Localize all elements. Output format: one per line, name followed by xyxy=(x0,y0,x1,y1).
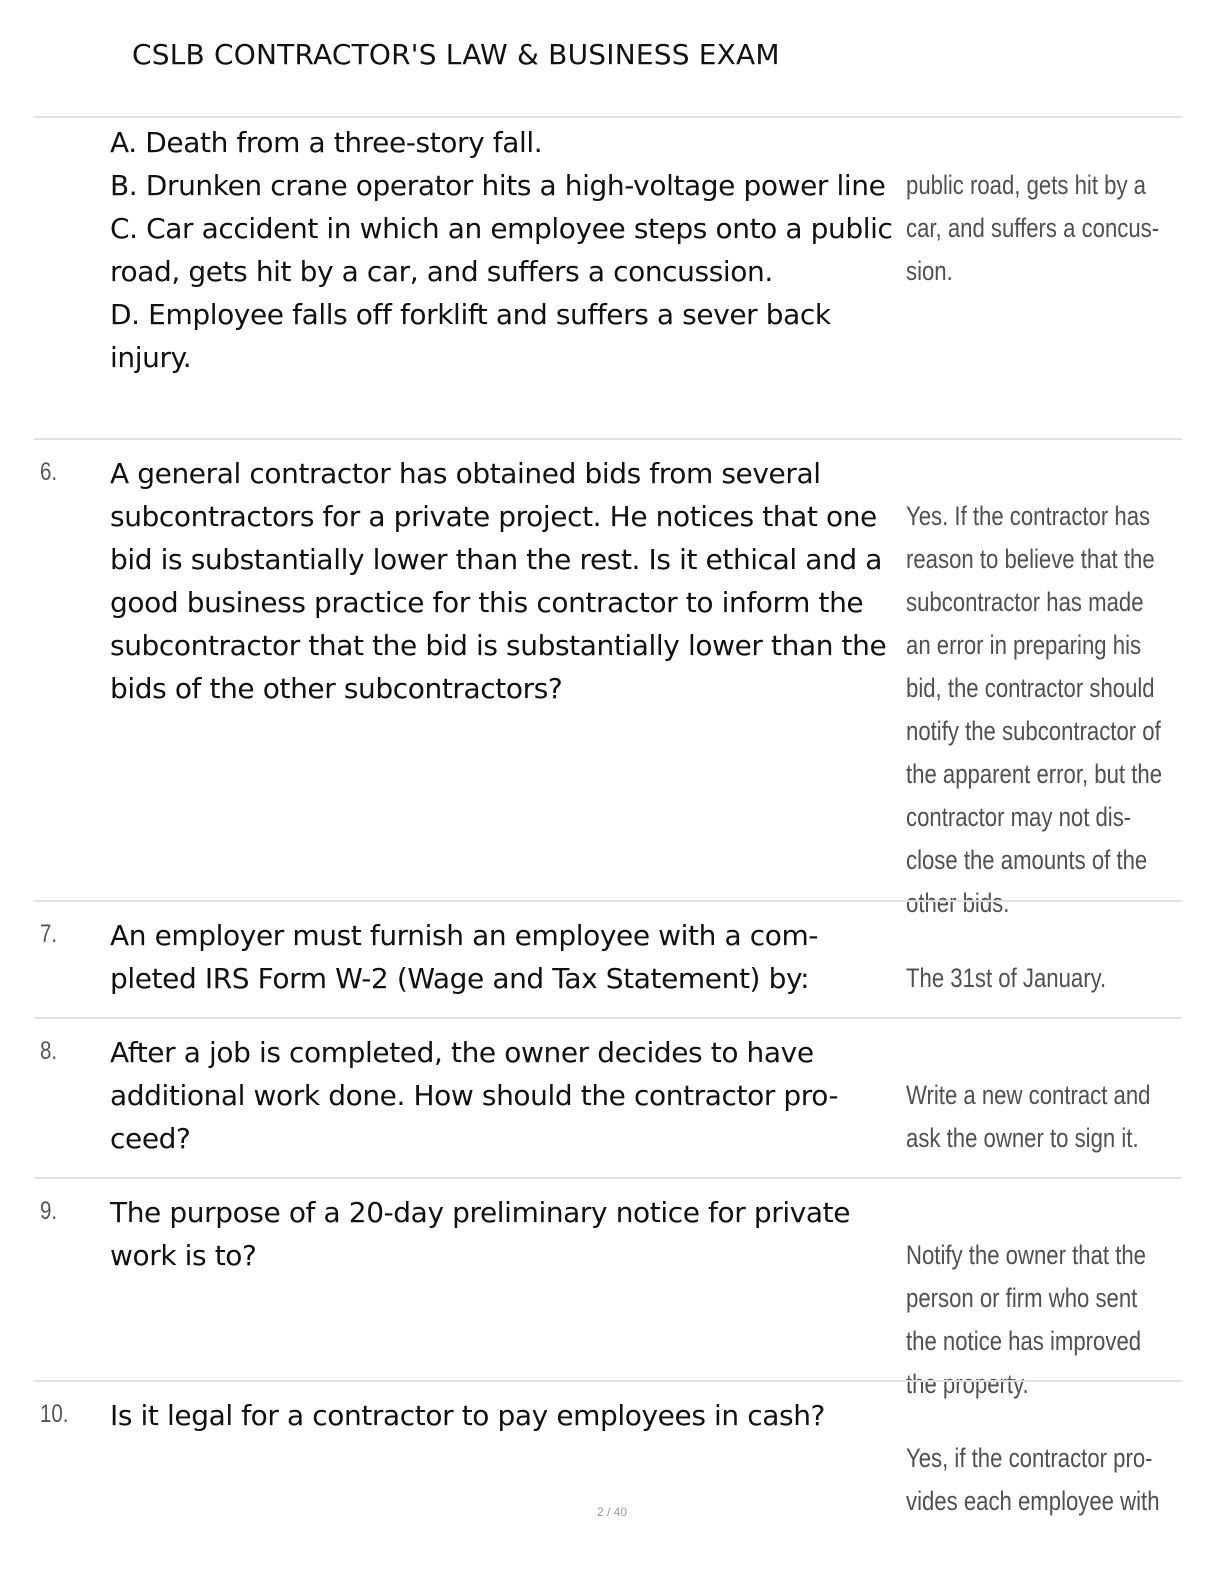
question-text: An employer must furnish an employee with a com- pleted IRS Form W-2 (Wage and Tax Statement) by: xyxy=(110,919,819,995)
question-text: A. Death from a three-story fall. B. Drunken crane operator hits a high-voltage power line C. Car accident in which an employee steps onto a public road, gets hit by a car, and suffers a concussion. D. Employee falls off forklift and suffers a sever back injury. xyxy=(110,126,893,374)
answer-text xyxy=(906,452,1163,968)
question-number: 6. xyxy=(40,458,58,486)
answer-text-content: Notify the owner that the person or firm who sent the notice has improved the property. xyxy=(906,1240,1146,1399)
page-title: CSLB CONTRACTOR'S LAW & BUSINESS EXAM xyxy=(132,38,780,71)
answer-text-content: The 31st of January. xyxy=(906,963,1107,993)
question-row xyxy=(34,900,1182,1017)
answer-text-content: Yes, if the contractor pro- vides each employee with xyxy=(906,1443,1160,1516)
question-row xyxy=(34,1177,1182,1399)
answer-text-content: Write a new contract and ask the owner to sign it. xyxy=(906,1080,1151,1153)
question-number: 8. xyxy=(40,1037,58,1065)
question-text: After a job is completed, the owner decides to have additional work done. How should the contractor pro- ceed? xyxy=(110,1036,839,1155)
question-row xyxy=(34,1017,1182,1177)
answer-text-content: Yes. If the contractor has reason to believe that the subcontractor has made an error in preparing his bid, the contractor should notify the subcontractor of the apparent error, but the contractor may not dis- close the amounts of the other bids. xyxy=(906,501,1163,918)
question-text: The purpose of a 20-day preliminary notice for private work is to? xyxy=(110,1196,851,1272)
question-row xyxy=(34,116,1182,438)
page-indicator: 2 / 40 xyxy=(596,1505,628,1519)
question-number: 7. xyxy=(40,920,58,948)
question-text: Is it legal for a contractor to pay employees in cash? xyxy=(110,1399,825,1432)
answer-text xyxy=(906,1394,1160,1566)
question-number: 10. xyxy=(40,1400,69,1428)
answer-text-content: public road, gets hit by a car, and suffers a concus- sion. xyxy=(906,170,1160,286)
question-number: 9. xyxy=(40,1197,58,1225)
question-text: A general contractor has obtained bids from several subcontractors for a private project. He notices that one bid is substantially lower than the rest. Is it ethical and a good business practice for this contractor to inform the subcontractor that the bid is substantially lower than the bids of the other subcontractors? xyxy=(110,457,887,705)
answer-text xyxy=(906,121,1160,336)
question-row xyxy=(34,438,1182,918)
